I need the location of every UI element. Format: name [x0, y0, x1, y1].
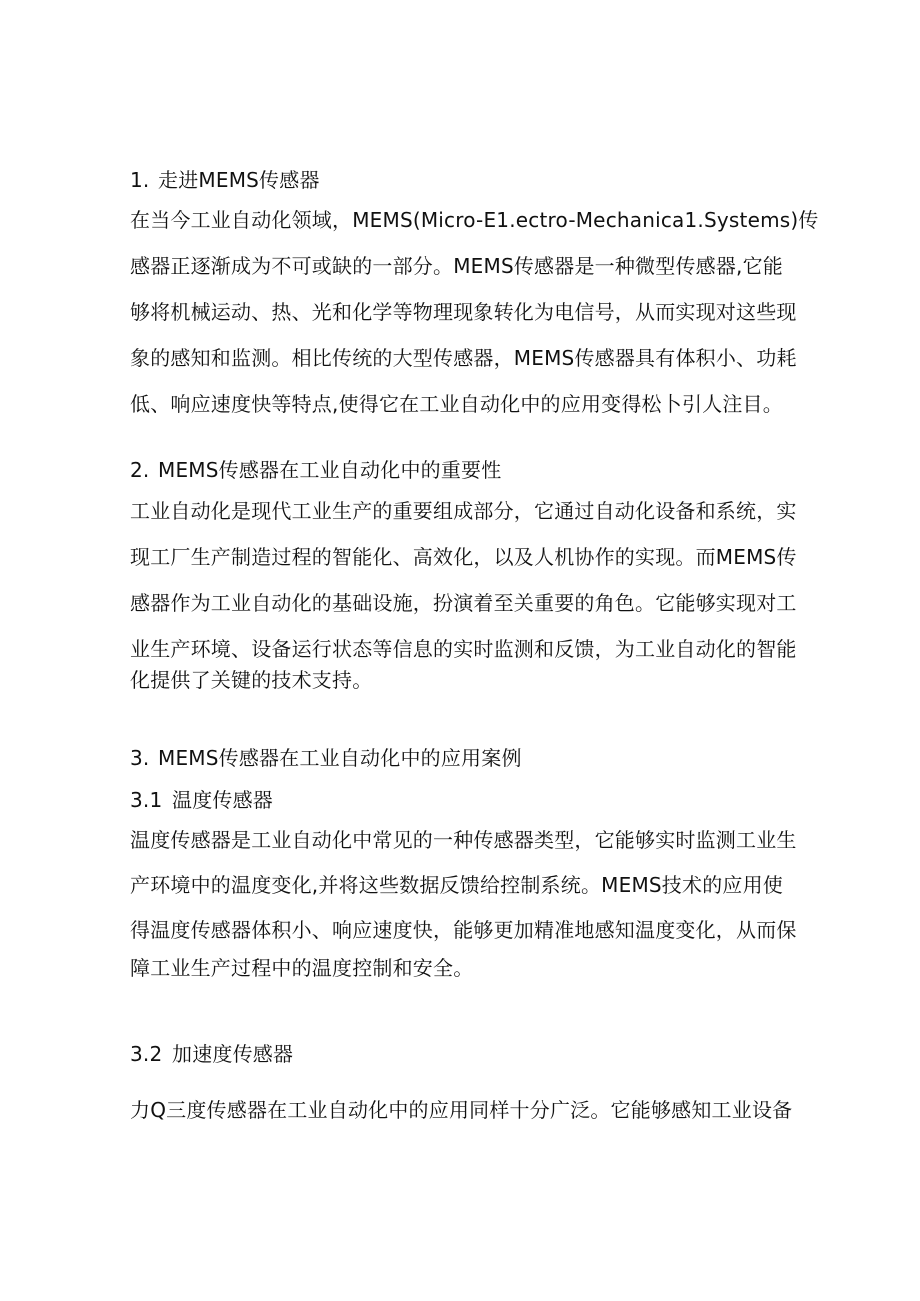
section-1-paragraph-line: 象的感知和监测。相比传统的大型传感器，MEMS传感器具有体积小、功耗 [130, 346, 797, 370]
section-2-paragraph-line: 工业自动化是现代工业生产的重要组成部分，它通过自动化设备和系统，实 [130, 499, 797, 523]
section-3-heading [130, 744, 522, 772]
section-3-1-number: 3.1 [130, 788, 163, 812]
section-3-2-title: 加速度传感器 [172, 1042, 294, 1066]
section-2-paragraph-line: 现工厂生产制造过程的智能化、高效化，以及人机协作的实现。而MEMS传 [130, 545, 797, 569]
section-3-1-paragraph-line: 产环境中的温度变化,并将这些数据反馈给控制系统。MEMS技术的应用使 [130, 873, 784, 897]
section-3-2-number: 3.2 [130, 1042, 163, 1066]
section-3-1-heading [130, 786, 273, 814]
section-3-1-paragraph-line: 得温度传感器体积小、响应速度快，能够更加精准地感知温度变化，从而保 [130, 918, 797, 942]
section-2-paragraph-line: 感器作为工业自动化的基础设施，扮演着至关重要的角色。它能够实现对工 [130, 591, 797, 615]
section-3-2-paragraph-line: 力Q三度传感器在工业自动化中的应用同样十分广泛。它能够感知工业设备 [130, 1098, 793, 1122]
section-3-1-paragraph-line: 温度传感器是工业自动化中常见的一种传感器类型，它能够实时监测工业生 [130, 828, 797, 852]
section-3-number: 3. [130, 746, 150, 770]
section-3-2-heading [130, 1040, 293, 1068]
section-1-number: 1. [130, 168, 150, 192]
section-3-1-title: 温度传感器 [172, 788, 273, 812]
section-2-heading [130, 456, 501, 484]
section-2-paragraph-line: 化提供了关键的技术支持。 [130, 668, 373, 692]
section-1-paragraph-line: 在当今工业自动化领域，MEMS(Micro-E1.ectro-Mechanica1.Systems)传 [130, 208, 819, 232]
section-3-title: MEMS传感器在工业自动化中的应用案例 [158, 746, 522, 770]
section-2-paragraph-line: 业生产环境、设备运行状态等信息的实时监测和反馈，为工业自动化的智能 [130, 637, 797, 661]
section-1-paragraph-line: 够将机械运动、热、光和化学等物理现象转化为电信号，从而实现对这些现 [130, 300, 797, 324]
section-2-title: MEMS传感器在工业自动化中的重要性 [158, 458, 502, 482]
section-1-heading [130, 166, 320, 194]
section-2-number: 2. [130, 458, 150, 482]
section-1-title: 走进MEMS传感器 [158, 168, 320, 192]
section-1-paragraph-line: 低、响应速度快等特点,使得它在工业自动化中的应用变得松卜引人注目。 [130, 392, 783, 416]
section-1-paragraph-line: 感器正逐渐成为不可或缺的一部分。MEMS传感器是一种微型传感器,它能 [130, 254, 784, 278]
section-3-1-paragraph-line: 障工业生产过程中的温度控制和安全。 [130, 956, 474, 980]
